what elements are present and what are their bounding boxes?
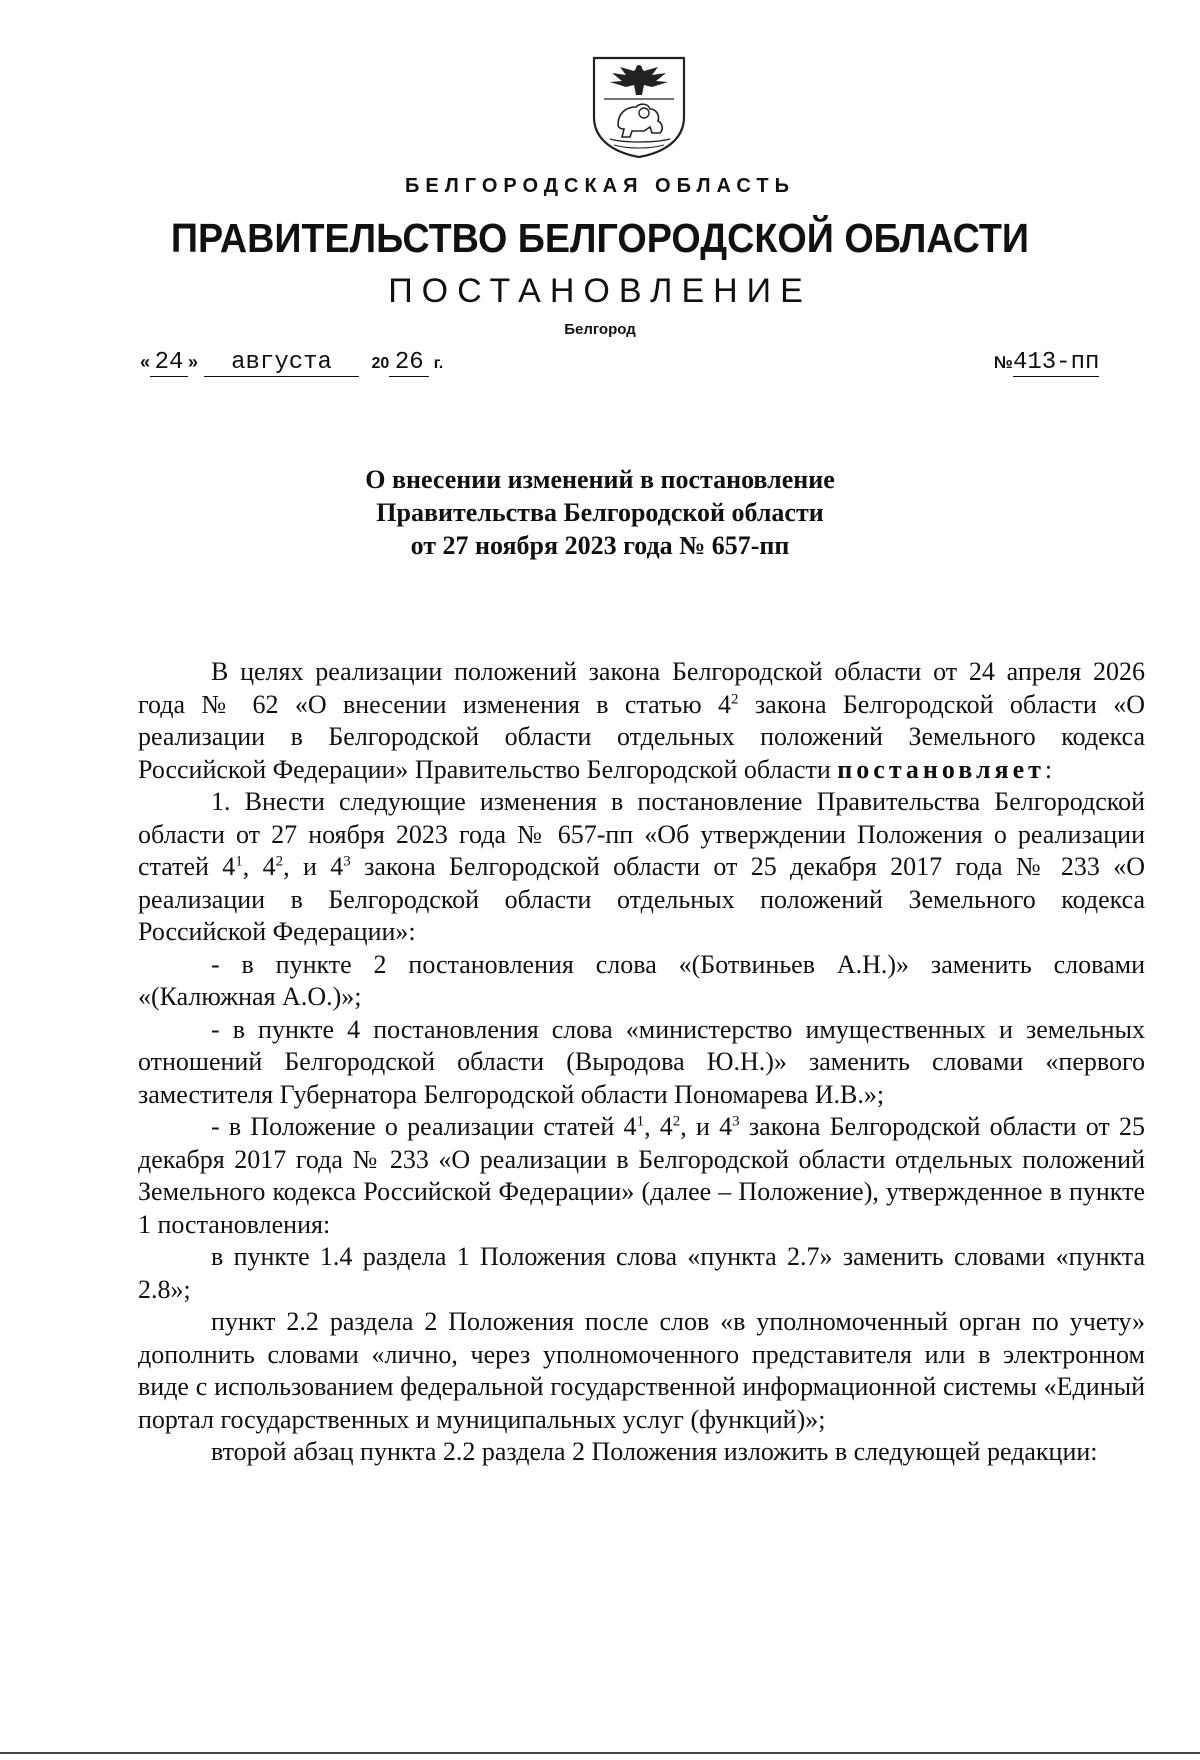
paragraph-item-1: 1. Внести следующие изменения в постановление Правительства Белгородской области от 27 ноября 2023 года № 657-пп «Об утверждении Положения о реализации статей $4^1$, $4^2$, и $4^3$ закона Белгородской области от 25 декабря 2017 года № 233 «О реализации в Белгородской области отдельных положений Земельного кодекса Российской Федерации»: [138,787,1146,946]
date-year-mark: г. [433,355,444,372]
paragraph-point-1-4: в пункте 1.4 раздела 1 Положения слова «пункта 2.7» заменить словами «пункта 2.8»; [138,1242,1145,1304]
region-name: БЕЛГОРОДСКАЯ ОБЛАСТЬ [405,175,795,197]
number-value: 413-пп [1012,349,1100,376]
page-bottom-rule [0,1752,1200,1754]
city-name: Белгород [564,321,636,338]
document-type: ПОСТАНОВЛЕНИЕ [388,272,812,310]
paragraph-second-para: второй абзац пункта 2.2 раздела 2 Положения изложить в следующей редакции: [211,1437,1098,1466]
date-year-prefix: 20 [371,355,390,372]
paragraph-point-2: - в пункте 2 постановления слова «(Ботвиньев А.Н.)» заменить словами «(Калюжная А.О.)»; [138,949,1145,1011]
date-year-suffix: 26 [389,350,429,377]
title-line-3: от 27 ноября 2023 года № 657-пп [410,531,790,560]
government-name: ПРАВИТЕЛЬСТВО БЕЛГОРОДСКОЙ ОБЛАСТИ [170,215,1030,261]
document-title [0,463,1200,562]
resolves-word: постановляет [837,754,1045,784]
title-line-1: О внесении изменений в постановление [365,465,835,494]
document-date [140,350,443,384]
paragraph-preamble: В целях реализации положений закона Белгородской области от 24 апреля 2026 года № 62 «О внесении изменения в статью $4^2$ закона Белгородской области «О реализации в Белгородской области отдельных положений Земельного кодекса Российской Федерации» Правительство Белгородской области постановляет: [138,657,1145,784]
date-close-quote: » [188,352,199,372]
paragraph-point-2-2: пункт 2.2 раздела 2 Положения после слов «в уполномоченный орган по учету» дополнить словами «лично, через уполномоченного представителя или в электронном виде с использованием федеральной государственной информационной системы «Единый портал государственных и муниципальных услуг (функций)»; [138,1307,1145,1434]
title-line-2: Правительства Белгородской области [376,498,824,527]
date-month: августа [204,350,359,377]
coat-of-arms-icon [590,55,688,159]
date-open-quote: « [140,352,151,372]
paragraph-point-4: - в пункте 4 постановления слова «министерство имущественных и земельных отношений Белгородской области (Выродова Ю.Н.)» заменить словами «первого заместителя Губернатора Белгородской области Пономарева И.В.»; [138,1014,1145,1109]
date-day: 24 [150,350,188,377]
paragraph-regulation: - в Положение о реализации статей $4^1$, $4^2$, и $4^3$ закона Белгородской области от 25 декабря 2017 года № 233 «О реализации в Белгородской области отдельных положений Земельного кодекса Российской Федерации» (далее – Положение), утвержденное в пункте 1 постановления: [138,1112,1146,1239]
number-sign: № [994,353,1013,372]
document-body [138,656,1145,1469]
document-number [994,350,1099,377]
